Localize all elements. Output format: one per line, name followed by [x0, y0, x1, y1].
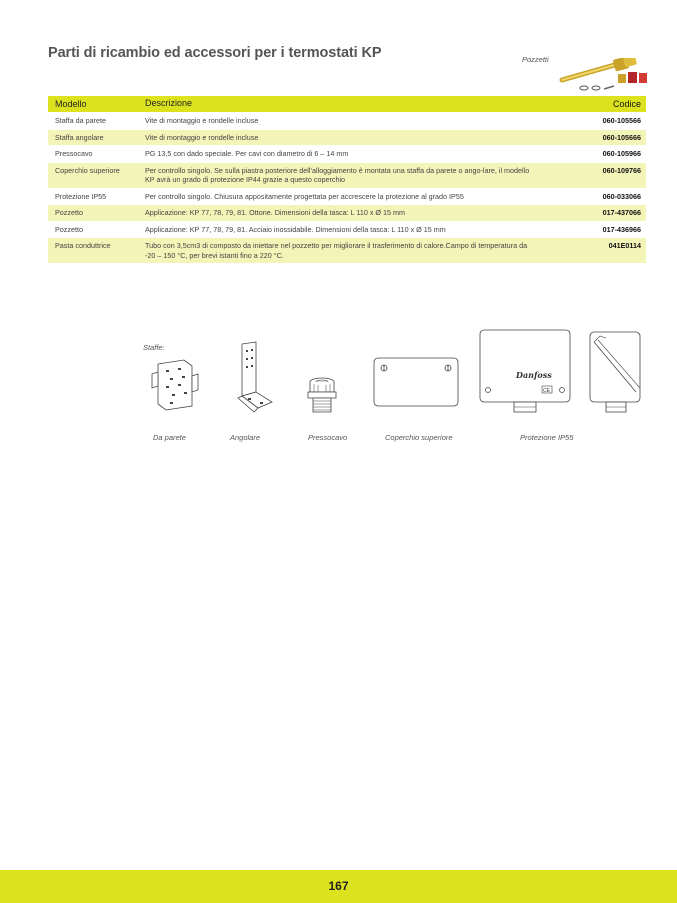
- table-row: [48, 204, 646, 221]
- cell-model: Pressocavo: [55, 149, 93, 158]
- cell-description: Vite di montaggio e rondelle incluse: [145, 132, 259, 142]
- accessories-table: [48, 96, 646, 263]
- page-number: 167: [328, 879, 349, 893]
- table-row: [48, 145, 646, 162]
- cell-model: Pozzetto: [55, 224, 83, 234]
- header-code: Codice: [612, 99, 641, 109]
- caption-cable-gland: Pressocavo: [308, 433, 348, 442]
- cell-code: 060-109766: [602, 165, 641, 175]
- page-footer: [0, 870, 677, 903]
- pozzetti-image: [558, 58, 650, 92]
- ce-mark: CE: [543, 388, 550, 394]
- cell-description: Applicazione: KP 77, 78, 79, 81. Ottone. Dimensioni della tasca: L 110 x Ø 15 mm: [145, 208, 405, 217]
- caption-angle-bracket: Angolare: [230, 433, 261, 442]
- cell-description: Vite di montaggio e rondelle incluse: [145, 116, 259, 125]
- caption-top-cover: Coperchio superiore: [385, 433, 453, 442]
- cell-model: Coperchio superiore: [55, 165, 120, 175]
- caption-wall-bracket: Da parete: [153, 433, 186, 442]
- staffe-label: Staffe:: [143, 343, 165, 352]
- cell-code: 060-105966: [602, 149, 641, 158]
- cell-code: 017-436966: [602, 224, 641, 234]
- cell-description: Tubo con 3,5cm3 di composto da iniettare nel pozzetto per migliorare il trasferimento di calore.Campo di temperatura da -20 – 150 °C, per brevi istanti fino a 220 °C.: [145, 241, 528, 260]
- top-cover-figure: [372, 356, 462, 408]
- cell-code: 017-437066: [602, 208, 641, 217]
- table-row: [48, 188, 646, 205]
- header-model: Modello: [55, 99, 87, 109]
- pozzetti-label: Pozzetti: [522, 55, 549, 64]
- cell-model: Staffa angolare: [55, 132, 104, 142]
- cell-description: Applicazione: KP 77, 78, 79, 81. Acciaio inossidabile. Dimensioni della tasca: L 110 x Ø 15 mm: [145, 224, 446, 234]
- cell-code: 060-033066: [602, 191, 641, 201]
- cable-gland-figure: [304, 376, 340, 416]
- cell-model: Protezione IP55: [55, 191, 107, 201]
- header-description: Descrizione: [145, 98, 193, 109]
- wall-bracket-figure: [148, 356, 200, 412]
- cell-model: Pozzetto: [55, 208, 83, 217]
- cell-model: Pasta conduttrice: [55, 241, 111, 250]
- cell-model: Staffa da parete: [55, 116, 107, 125]
- cell-description: PG 13,5 con dado speciale. Per cavi con diametro di 6 – 14 mm: [145, 149, 349, 158]
- caption-ip55: Protezione IP55: [520, 433, 574, 442]
- table-row: [48, 112, 646, 129]
- ip55-front-figure: [478, 328, 574, 416]
- table-row: [48, 237, 646, 263]
- page-title: Parti di ricambio ed accessori per i termostati KP: [48, 45, 382, 61]
- cell-code: 060-105666: [602, 132, 641, 142]
- table-row: [48, 129, 646, 146]
- angle-bracket-figure: [232, 340, 274, 414]
- table-row: [48, 221, 646, 238]
- cell-code: 060-105566: [602, 116, 641, 125]
- ip55-side-figure: [588, 328, 644, 416]
- cell-code: 041E0114: [608, 241, 641, 250]
- table-header: [48, 96, 646, 112]
- brand-logo: Danfoss: [516, 370, 552, 380]
- cell-description: Per controllo singolo. Se sulla piastra posteriore dell’alloggiamento è montata una staffa da parete o ango-lare, il modello KP avrà un grado di protezione IP44 grazie a questo coperchio: [145, 165, 530, 184]
- table-row: [48, 162, 646, 188]
- cell-description: Per controllo singolo. Chiusura appositamente progettata per accrescere la protezione al grado IP55: [145, 191, 464, 201]
